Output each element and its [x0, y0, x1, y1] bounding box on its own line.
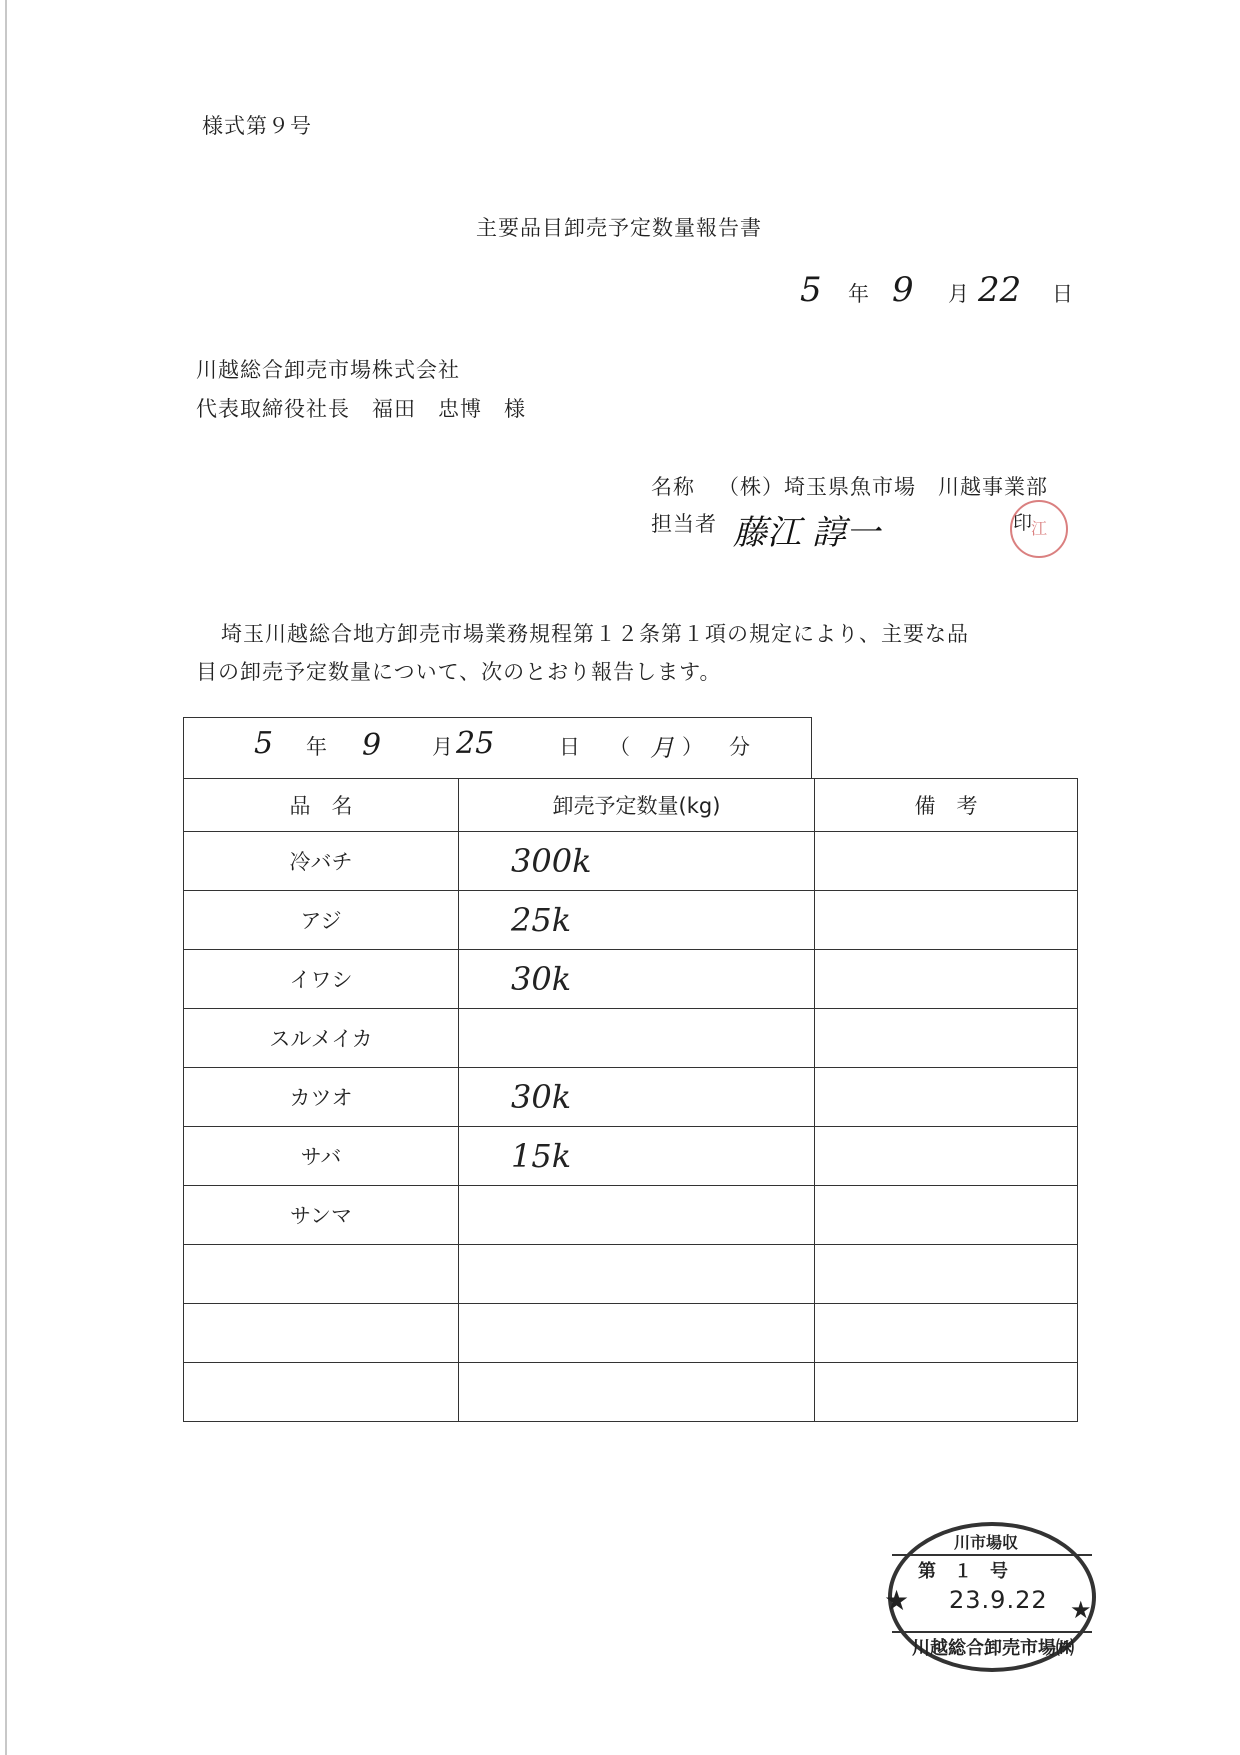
row-note	[815, 891, 1078, 950]
table-row	[184, 1245, 1078, 1304]
row-note	[815, 1127, 1078, 1186]
table-row	[184, 832, 1078, 891]
receipt-stamp	[884, 1522, 1096, 1672]
row-note	[815, 1186, 1078, 1245]
header-item-name: 品 名	[184, 779, 459, 832]
report-month: 9	[892, 270, 914, 310]
body-text-line2: 目の卸売予定数量について、次のとおり報告します。	[196, 660, 722, 684]
row-quantity-cell	[459, 1245, 815, 1304]
row-item-name	[184, 1363, 459, 1422]
table-row	[184, 1363, 1078, 1422]
table-header-row	[184, 779, 1078, 832]
row-note	[815, 1304, 1078, 1363]
table-row	[184, 1186, 1078, 1245]
row-item-name: サバ	[184, 1127, 459, 1186]
table-row	[184, 1127, 1078, 1186]
table-date-day: 25	[456, 726, 495, 761]
row-quantity-cell	[459, 1127, 815, 1186]
stamp-divider-bottom	[892, 1631, 1092, 1633]
stamp-top-text: 川市場収	[954, 1533, 1019, 1552]
table-row	[184, 891, 1078, 950]
stamp-divider-top	[892, 1554, 1092, 1556]
table-row	[184, 1068, 1078, 1127]
header-quantity: 卸売予定数量(kg)	[459, 779, 815, 832]
row-quantity: 15k	[511, 1137, 572, 1175]
report-month-label: 月	[948, 282, 970, 306]
row-note	[815, 1068, 1078, 1127]
table-date-year: 5	[254, 726, 274, 761]
row-quantity-cell	[459, 891, 815, 950]
row-quantity-cell	[459, 832, 815, 891]
recipient-company: 川越総合卸売市場株式会社	[196, 358, 460, 382]
row-quantity: 25k	[511, 901, 572, 939]
sender-person-label: 担当者	[651, 512, 717, 536]
row-item-name: 冷バチ	[184, 832, 459, 891]
table-row	[184, 950, 1078, 1009]
sender-name-value: （株）埼玉県魚市場 川越事業部	[718, 475, 1048, 499]
row-quantity-cell	[459, 1068, 815, 1127]
row-item-name: スルメイカ	[184, 1009, 459, 1068]
table-date-open-paren: （	[609, 735, 631, 759]
report-year: 5	[800, 270, 822, 310]
row-note	[815, 1363, 1078, 1422]
sender-name-label: 名称	[651, 475, 695, 499]
row-quantity: 300k	[511, 842, 592, 880]
row-quantity-cell	[459, 1186, 815, 1245]
row-quantity: 30k	[511, 1078, 572, 1116]
row-quantity-cell	[459, 1304, 815, 1363]
row-note	[815, 1245, 1078, 1304]
row-quantity-cell	[459, 1363, 815, 1422]
body-text-line1: 埼玉川越総合地方卸売市場業務規程第１２条第１項の規定により、主要な品	[221, 622, 969, 646]
row-note	[815, 950, 1078, 1009]
row-quantity-cell	[459, 1009, 815, 1068]
quantity-table	[183, 778, 1078, 1422]
star-icon: ★	[884, 1584, 910, 1617]
table-date-month-label: 月	[432, 735, 454, 759]
row-quantity: 30k	[511, 960, 572, 998]
stamp-number: 第 １ 号	[918, 1561, 1008, 1582]
report-day-label: 日	[1052, 282, 1074, 306]
row-item-name: カツオ	[184, 1068, 459, 1127]
table-date-suffix: 分	[729, 735, 751, 759]
recipient-person: 代表取締役社長 福田 忠博 様	[196, 397, 526, 421]
report-year-label: 年	[848, 282, 870, 306]
document-title: 主要品目卸売予定数量報告書	[476, 216, 762, 240]
stamp-bottom-text: 川越総合卸売市場㈱	[912, 1638, 1074, 1659]
table-date-close-paren: ）	[682, 735, 704, 759]
row-item-name: イワシ	[184, 950, 459, 1009]
table-row	[184, 1009, 1078, 1068]
table-date-month: 9	[362, 728, 382, 763]
personal-seal-stamp: 江	[1010, 500, 1068, 558]
row-item-name	[184, 1304, 459, 1363]
stamp-date: 23.9.22	[949, 1586, 1048, 1614]
header-notes: 備 考	[815, 779, 1078, 832]
row-note	[815, 1009, 1078, 1068]
star-icon: ★	[1070, 1596, 1092, 1624]
table-date-weekday: 月	[650, 734, 674, 762]
scan-edge	[5, 0, 7, 1755]
table-row	[184, 1304, 1078, 1363]
table-date-day-label: 日	[559, 735, 581, 759]
seal-mark-label: 印	[1013, 512, 1034, 534]
row-item-name: アジ	[184, 891, 459, 950]
row-item-name	[184, 1245, 459, 1304]
form-number: 様式第９号	[202, 114, 312, 138]
handwritten-signature: 藤江 諄一	[733, 513, 880, 553]
table-date-year-label: 年	[306, 735, 328, 759]
row-item-name: サンマ	[184, 1186, 459, 1245]
row-note	[815, 832, 1078, 891]
report-day: 22	[978, 270, 1022, 310]
row-quantity-cell	[459, 950, 815, 1009]
table-date-box	[183, 717, 812, 778]
